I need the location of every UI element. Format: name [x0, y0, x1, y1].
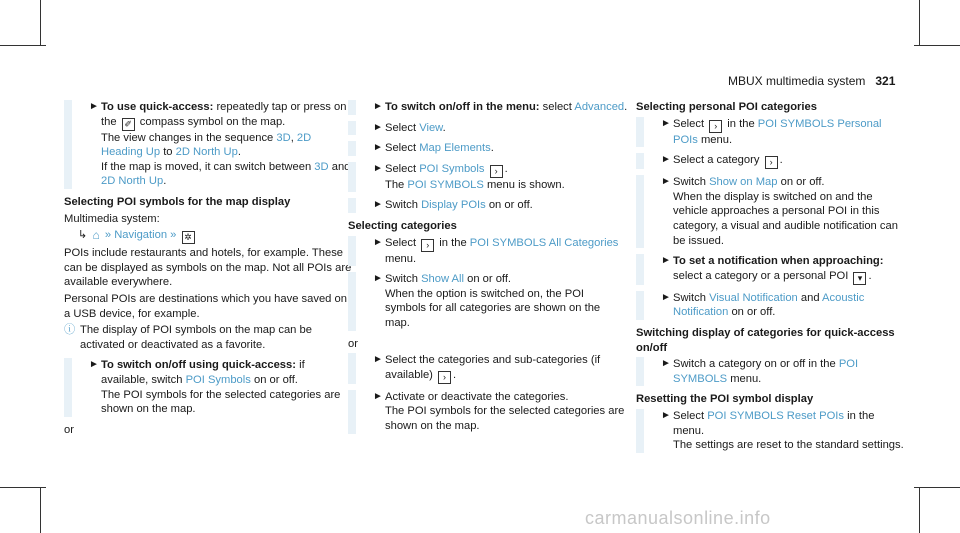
info-icon: ⓘ [64, 324, 76, 337]
nav-path [64, 228, 354, 244]
section-heading: Selecting POI symbols for the map display [64, 195, 291, 208]
crop-mark [40, 0, 41, 46]
watermark: carmanualsonline.info [585, 508, 771, 528]
crop-mark [919, 487, 920, 533]
step-select-view: ► Select View. [348, 121, 628, 136]
step-show-all: ► Switch Show All on or off. When the option is switched on, the POI symbols for all categories are shown on the map. [348, 272, 628, 330]
gear-icon: ✲ [182, 231, 195, 244]
step-select-personal-pois: ► Select › in the POI SYMBOLS Personal POIs menu. [636, 117, 906, 148]
step-reset-pois: ► Select POI SYMBOLS Reset POIs in the menu. The settings are reset to the standard settings. [636, 409, 906, 453]
page-header [728, 74, 895, 88]
crop-mark [914, 487, 960, 488]
nav-navigation: Navigation [114, 229, 168, 242]
arrow-icon: ► [661, 154, 671, 166]
or-text: or [64, 423, 74, 436]
arrow-icon: ► [661, 291, 671, 303]
nav-separator-icon: » [170, 229, 177, 242]
step-select-map-elements: ► Select Map Elements. [348, 141, 628, 156]
step-activate-categories: ► Activate or deactivate the categories. The POI symbols for the selected categories are shown on the map. [348, 390, 628, 434]
step-switch-notifications: ► Switch Visual Notification and Acoustic Notification on or off. [636, 291, 906, 320]
step-switch-display-pois: ► Switch Display POIs on or off. [348, 198, 628, 213]
step-select-poi-symbols: ► Select POI Symbols › . The POI SYMBOLS menu is shown. [348, 162, 628, 193]
section-heading: Switching display of categories for quick-access on/off [636, 326, 895, 354]
crop-mark [919, 0, 920, 46]
header-title: MBUX multimedia system [728, 74, 866, 88]
arrow-icon: ► [661, 255, 671, 267]
section-heading: Selecting personal POI categories [636, 101, 817, 113]
chevron-right-icon: › [765, 156, 778, 169]
section-heading: Resetting the POI symbol display [636, 393, 814, 406]
crop-mark [0, 45, 46, 46]
column-3 [636, 100, 906, 459]
paragraph: Personal POIs are destinations which you have saved on a USB device, for example. [64, 292, 347, 320]
chevron-right-icon: › [438, 371, 451, 384]
nav-separator-icon: » [104, 229, 112, 242]
step-quick-access: ► To use quick-access: repeatedly tap or press on the ✐ compass symbol on the map. The view changes in the sequence 3D, 2D Heading Up to 2D North Up. If the map is moved, it can switch between 3D and 2D North Up. [64, 100, 354, 189]
home-icon: ⌂ [92, 228, 100, 243]
compass-icon: ✐ [122, 118, 135, 131]
step-select-category: ► Select a category › . [636, 153, 906, 169]
page-number: 321 [875, 74, 896, 88]
step-select-subcategories: ► Select the categories and sub-categories (if available) › . [348, 353, 628, 384]
arrow-icon: ► [373, 273, 383, 285]
crop-mark [40, 487, 41, 533]
crop-mark [914, 45, 960, 46]
arrow-icon: ► [373, 390, 383, 402]
or-text: or [348, 337, 358, 350]
corner-arrow-icon: ↳ [78, 229, 88, 242]
arrow-icon: ► [373, 162, 383, 174]
step-switch-category-quick-access: ► Switch a category on or off in the POI SYMBOLS menu. [636, 357, 906, 386]
poi-icon: ▾ [853, 272, 866, 285]
chevron-right-icon: › [709, 120, 722, 133]
step-select-all-categories: ► Select › in the POI SYMBOLS All Categories menu. [348, 236, 628, 267]
section-heading: Selecting categories [348, 219, 457, 232]
step-menu-switch: ► To switch on/off in the menu: select Advanced. [348, 100, 628, 115]
chevron-right-icon: › [421, 239, 434, 252]
column-1 [64, 100, 354, 439]
crop-mark [0, 487, 46, 488]
column-2 [348, 100, 628, 440]
arrow-icon: ► [661, 176, 671, 188]
arrow-icon: ► [89, 359, 99, 371]
arrow-icon: ► [373, 199, 383, 211]
arrow-icon: ► [373, 121, 383, 133]
arrow-icon: ► [373, 236, 383, 248]
arrow-icon: ► [373, 142, 383, 154]
step-quick-access-switch: ► To switch on/off using quick-access: if available, switch POI Symbols on or off. The POI symbols for the selected categories are shown on the map. [64, 358, 354, 416]
arrow-icon: ► [661, 409, 671, 421]
arrow-icon: ► [661, 358, 671, 370]
note: ⓘ The display of POI symbols on the map can be activated or deactivated as a favorite. [64, 324, 312, 351]
paragraph: Multimedia system: [64, 212, 160, 225]
step-set-notification: ► To set a notification when approaching: select a category or a personal POI ▾ . [636, 254, 906, 285]
paragraph: POIs include restaurants and hotels, for example. These can be displayed as symbols on the map. Not all POIs are available everywhere. [64, 247, 352, 289]
arrow-icon: ► [661, 117, 671, 129]
step-show-on-map: ► Switch Show on Map on or off. When the display is switched on and the vehicle approaches a personal POI in this category, a visual and audible notification can be issued. [636, 175, 906, 248]
arrow-icon: ► [373, 101, 383, 112]
arrow-icon: ► [373, 354, 383, 366]
arrow-icon: ► [89, 101, 99, 112]
chevron-right-icon: › [490, 165, 503, 178]
